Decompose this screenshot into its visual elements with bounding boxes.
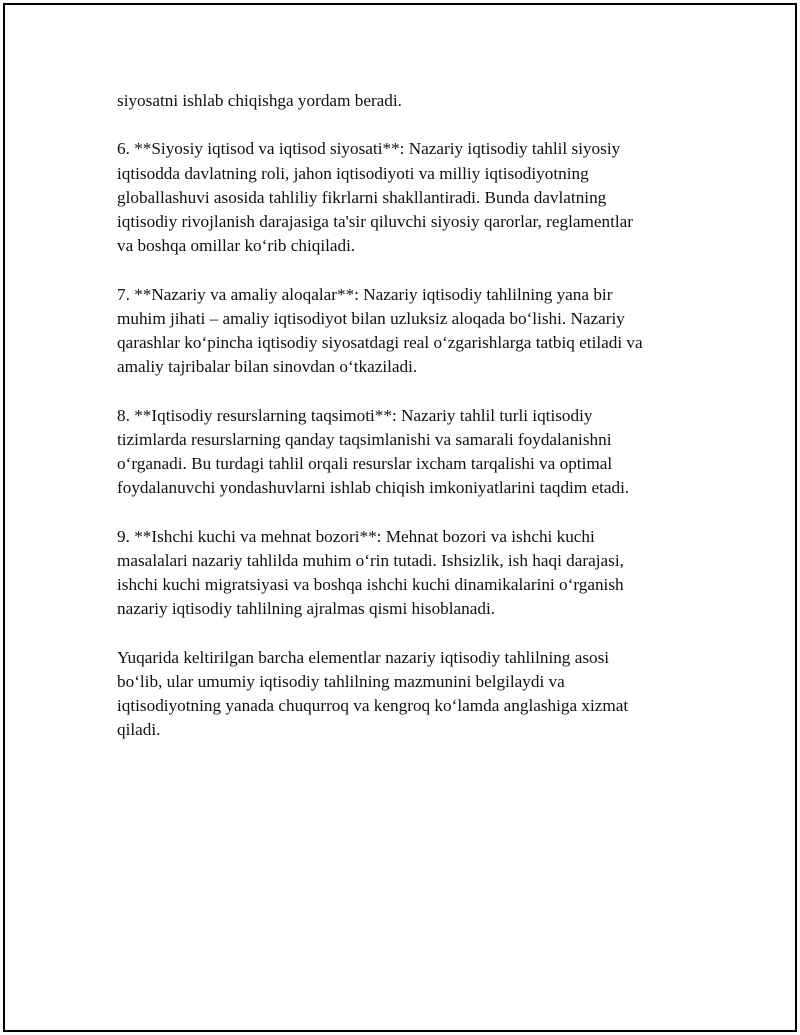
text-line: 7. **Nazariy va amaliy aloqalar**: Nazariy iqtisodiy tahlilning yana bir: [117, 284, 613, 304]
text-line: qiladi.: [117, 720, 161, 740]
document-body: [117, 89, 697, 767]
text-line: siyosatni ishlab chiqishga yordam beradi.: [117, 91, 402, 110]
paragraph-item-7: [117, 283, 697, 380]
text-line: globallashuvi asosida tahliliy fikrlarni shakllantiradi. Bunda davlatning: [117, 187, 607, 207]
paragraph-intro-continuation: [117, 89, 697, 113]
paragraph-conclusion: [117, 646, 697, 743]
text-line: iqtisodiyotning yanada chuqurroq va kengroq ko‘lamda anglashiga xizmat: [117, 696, 629, 715]
text-line: foydalanuvchi yondashuvlarni ishlab chiqish imkoniyatlarini taqdim etadi.: [117, 478, 630, 498]
text-line: va boshqa omillar ko‘rib chiqiladi.: [117, 236, 356, 256]
text-line: iqtisodiy rivojlanish darajasiga ta'sir qiluvchi siyosiy qarorlar, reglamentlar: [117, 212, 633, 231]
text-line: amaliy tajribalar bilan sinovdan o‘tkaziladi.: [117, 357, 418, 377]
text-line: iqtisodda davlatning roli, jahon iqtisodiyoti va milliy iqtisodiyotning: [117, 163, 589, 183]
text-line: muhim jihati – amaliy iqtisodiyot bilan uzluksiz aloqada bo‘lishi. Nazariy: [117, 308, 625, 328]
text-line: 9. **Ishchi kuchi va mehnat bozori**: Mehnat bozori va ishchi kuchi: [117, 526, 595, 546]
text-line: o‘rganadi. Bu turdagi tahlil orqali resurslar ixcham tarqalishi va optimal: [117, 454, 613, 473]
text-line: Yuqarida keltirilgan barcha elementlar nazariy iqtisodiy tahlilning asosi: [117, 647, 610, 667]
paragraph-item-8: [117, 404, 697, 501]
text-line: tizimlarda resurslarning qanday taqsimlanishi va samarali foydalanishni: [117, 429, 612, 449]
text-line: nazariy iqtisodiy tahlilning ajralmas qismi hisoblanadi.: [117, 599, 496, 619]
text-line: bo‘lib, ular umumiy iqtisodiy tahlilning mazmunini belgilaydi va: [117, 671, 565, 691]
text-line: 6. **Siyosiy iqtisod va iqtisod siyosati**: Nazariy iqtisodiy tahlil siyosiy: [117, 139, 621, 159]
text-line: qarashlar ko‘pincha iqtisodiy siyosatdagi real o‘zgarishlarga tatbiq etiladi va: [117, 333, 643, 352]
text-line: 8. **Iqtisodiy resurslarning taqsimoti**: Nazariy tahlil turli iqtisodiy: [117, 405, 593, 425]
paragraph-item-6: [117, 137, 697, 258]
text-line: ishchi kuchi migratsiyasi va boshqa ishchi kuchi dinamikalarini o‘rganish: [117, 575, 624, 594]
text-line: masalalari nazariy tahlilda muhim o‘rin tutadi. Ishsizlik, ish haqi darajasi,: [117, 550, 624, 570]
paragraph-item-9: [117, 525, 697, 622]
